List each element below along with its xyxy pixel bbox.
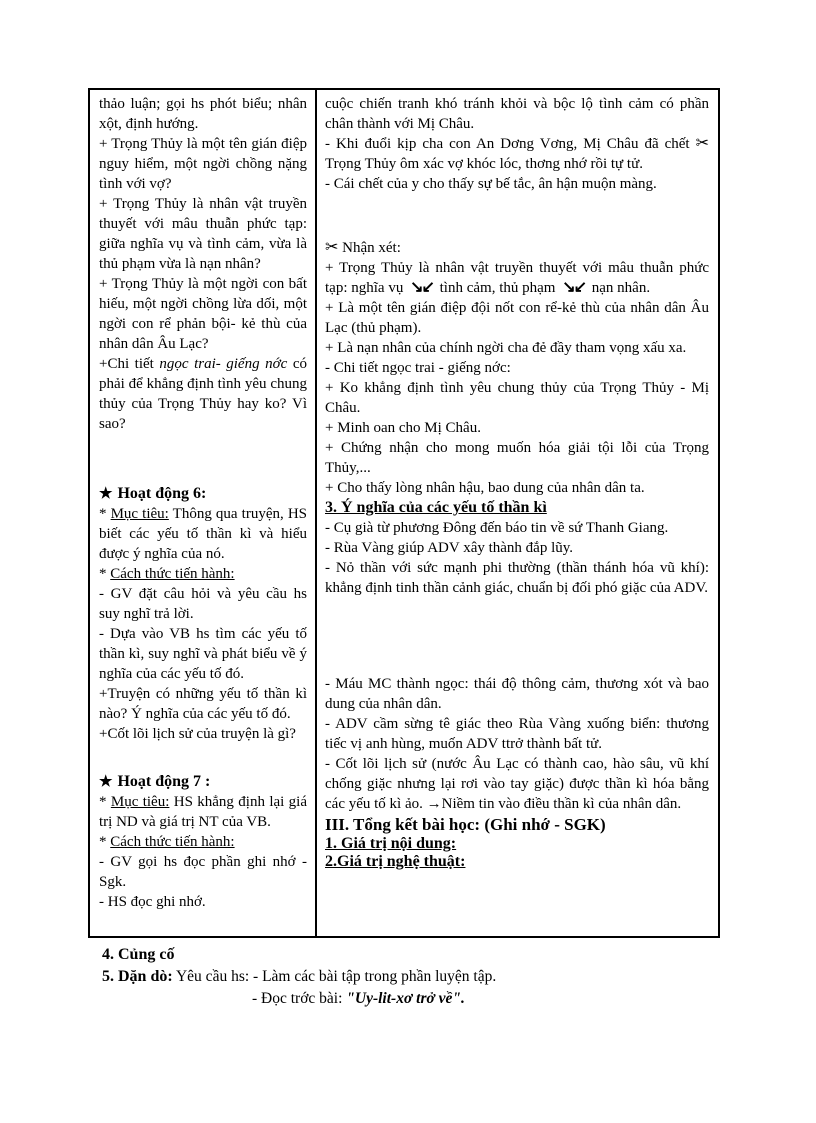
question-magic-elements: +Truyện có những yếu tố thần kì nào? Ý nghĩa của các yếu tố đó. (99, 686, 307, 722)
pearl-well-italic-phrase: ngọc trai- giếng nớc (159, 356, 288, 372)
activity-6-objective (99, 504, 307, 564)
text-fragment: Yêu cầu hs: - Làm các bài tập trong phần luyện tập. (172, 968, 497, 985)
comment-absolve-guilt: + Chứng nhận cho mong muốn hóa giải tội lỗi của Trọng Thủy,... (325, 440, 709, 476)
text-fragment: Thông qua truyện, HS biết các yếu tố thần kì và hiểu được ý nghĩa của nó. (99, 506, 308, 562)
text-fragment: - Khi đuổi kịp cha con An Dơng Vơng, Mị Châu đã chết (325, 136, 696, 152)
text-fragment: - Đọc trớc bài: (252, 990, 347, 1007)
activity-6-label: Hoạt động 6: (117, 485, 207, 502)
activity-7-heading (99, 772, 307, 792)
summary-art-value: 2.Giá trị nghệ thuật: (325, 853, 466, 870)
converging-arrows-icon: ↘↙ (410, 279, 433, 296)
objective-label: Mục tiêu: (110, 506, 169, 522)
converging-arrows-icon: ↘↙ (562, 279, 586, 296)
comment-pearl-well-heading: - Chi tiết ngọc trai - giếng nớc: (325, 360, 511, 376)
comment-contradiction (325, 258, 709, 298)
comment-spy-culprit: + Là một tên gián điệp đội nốt con rể-kẻ thù của nhân dân Âu Lạc (thủ phạm). (325, 300, 709, 336)
footer-section (102, 944, 722, 1010)
text-fragment: Trọng Thủy ôm xác vợ khóc lóc, thơng nhớ rồi tự tử. (325, 156, 643, 172)
section-3-heading: 3. Ý nghĩa của các yếu tố thần kì (325, 499, 547, 516)
text-fragment: có phải để khẳng định tình yêu chung thủy của Trọng Thủy hay ko? Vì sao? (99, 356, 307, 432)
comment-victim: + Là nạn nhân của chính ngời cha đẻ đầy tham vọng xấu xa. (325, 340, 687, 356)
summary-heading: III. Tổng kết bài học: (Ghi nhớ - SGK) (325, 815, 606, 834)
question-pearl-well-detail (99, 354, 307, 434)
text-fragment: + Trọng Thủy là nhân vật truyền thuyết với mâu thuẫn phức tạp: nghĩa vụ (325, 260, 709, 296)
historical-core-note (325, 754, 709, 814)
text-fragment: - Cốt lõi lịch sử (nước Âu Lạc có thành cao, hào sâu, vũ khí chống giặc nhưng lại rơi vào tay giặc) được thần kì hóa bằng các yếu tố kì ảo. (325, 756, 709, 812)
text-fragment: tình cảm, thủ phạm (435, 280, 560, 296)
activity-7-objective (99, 792, 307, 832)
table-left-column-activities (90, 90, 317, 936)
text-fragment: Niềm tin vào điều thần kì của nhân dân. (441, 796, 682, 812)
scissors-icon: ✂ (325, 239, 339, 256)
comment-heading (325, 238, 709, 258)
next-lesson-title: "Uy-lit-xơ trở về". (346, 990, 465, 1007)
magic-element-crossbow: - Nỏ thần với sức mạnh phi thường (thần thánh hóa vũ khí): khẳng định tinh thần cảnh giác, chuẩn bị đối phó giặc của ADV. (325, 560, 709, 596)
magic-element-adv-sea: - ADV cầm sừng tê giác theo Rùa Vàng xuống biển: thương tiếc vị anh hùng, muốn ADV ttrở thành bất tử. (325, 716, 709, 752)
comment-people-compassion: + Cho thấy lòng nhân hậu, bao dung của nhân dân ta. (325, 480, 645, 496)
method-label: Cách thức tiến hành: (110, 834, 235, 850)
homework-label: 5. Dặn dò: (102, 968, 173, 985)
objective-label: Mục tiêu: (110, 794, 170, 810)
text-fragment: nạn nhân. (588, 280, 651, 296)
read-ahead-line (102, 988, 722, 1010)
question-trong-thuy-legend-character: + Trọng Thủy là nhân vật truyền thuyết với mâu thuẫn phức tạp: giữa nghĩa vụ và tình cảm, vừa là thủ phạm vừa là nạn nhân? (99, 196, 307, 272)
text-fragment: +Chi tiết (99, 356, 160, 372)
activity-6-method-heading (99, 564, 307, 584)
magic-element-golden-turtle: - Rùa Vàng giúp ADV xây thành đắp lũy. (325, 540, 574, 556)
activity-7-method-step-2: - HS đọc ghi nhớ. (99, 894, 206, 910)
activity-7-method-step-1: - GV gọi hs đọc phần ghi nhớ - Sgk. (99, 854, 307, 890)
question-historical-core: +Cốt lõi lịch sử của truyện là gì? (99, 726, 296, 742)
bullet-asterisk: * (99, 834, 111, 850)
magic-element-old-man: - Cụ già từ phương Đông đến báo tin về sứ Thanh Giang. (325, 520, 669, 536)
scissors-icon: ✂ (695, 135, 709, 152)
text-fragment: HS khẳng định lại giá trị ND và giá trị NT của VB. (99, 794, 307, 830)
question-trong-thuy-spy: + Trọng Thủy là một tên gián điệp nguy hiểm, một ngời chồng nặng tình với vợ? (99, 136, 307, 192)
comment-label: Nhận xét: (338, 240, 401, 256)
bullet-asterisk: * (99, 506, 111, 522)
summary-content-value: 1. Giá trị nội dung: (325, 835, 457, 852)
table-right-column-content (317, 90, 718, 936)
question-trong-thuy-traitor: + Trọng Thủy là một ngời con bất hiếu, một ngời chồng lừa dối, một ngời con rể phản bội- kẻ thù của nhân dân Âu Lạc? (99, 276, 307, 352)
method-label: Cách thức tiến hành: (110, 566, 235, 582)
homework-line (102, 966, 722, 988)
star-icon: ★ (99, 486, 113, 502)
activity-7-label: Hoạt động 7 : (117, 773, 211, 790)
lesson-plan-table (88, 88, 720, 938)
note-death-meaning: - Cái chết của y cho thấy sự bế tắc, ân hận muộn màng. (325, 176, 657, 192)
comment-exonerate-mi-chau: + Minh oan cho Mị Châu. (325, 420, 481, 436)
consolidation-heading: 4. Củng cố (102, 946, 175, 963)
activity-6-heading (99, 484, 307, 504)
note-trong-thuy-suicide (325, 134, 709, 174)
bullet-asterisk: * (99, 566, 111, 582)
activity-6-method-step-1: - GV đặt câu hỏi và yêu cầu hs suy nghĩ trả lời. (99, 586, 307, 622)
magic-element-blood-pearls: - Máu MC thành ngọc: thái độ thông cảm, thương xót và bao dung của nhân dân. (325, 676, 709, 712)
note-war-feelings: cuộc chiến tranh khó tránh khỏi và bộc lộ tình cảm có phần chân thành với Mị Châu. (325, 96, 709, 132)
comment-not-love-proof: + Ko khẳng định tình yêu chung thủy của Trọng Thủy - Mị Châu. (325, 380, 709, 416)
bullet-asterisk: * (99, 794, 111, 810)
right-arrow-icon: → (426, 796, 442, 812)
teacher-note-discussion: thảo luận; gọi hs phót biểu; nhân xột, định hướng. (99, 96, 307, 132)
star-icon: ★ (99, 774, 113, 790)
activity-7-method-heading (99, 832, 307, 852)
activity-6-method-step-2: - Dựa vào VB hs tìm các yếu tố thần kì, suy nghĩ và phát biểu về ý nghĩa của các yếu tố đó. (99, 626, 307, 682)
